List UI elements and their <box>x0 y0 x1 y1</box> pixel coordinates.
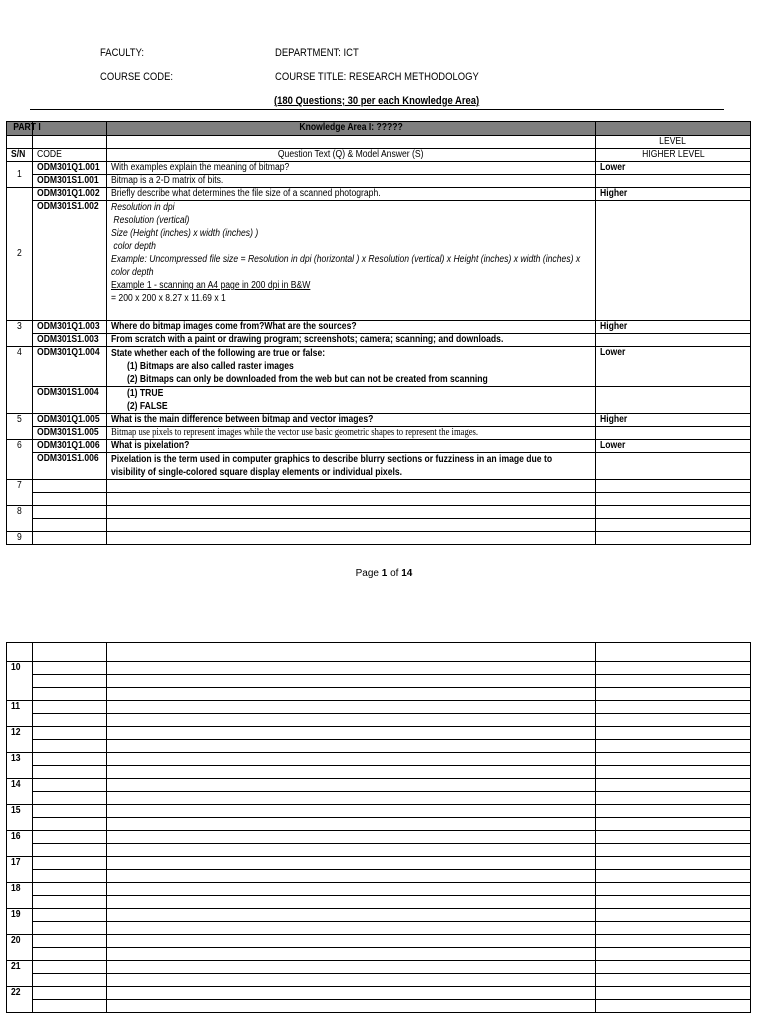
empty-cell <box>33 662 107 675</box>
answer-text: Bitmap is a 2-D matrix of bits. <box>111 175 224 186</box>
row-sn-label: 19 <box>11 909 21 920</box>
row-sn <box>7 909 33 935</box>
header-divider <box>30 109 724 110</box>
table-row <box>7 740 751 753</box>
level-value: Higher <box>600 321 628 332</box>
empty-cell <box>33 688 107 701</box>
empty-cell <box>596 831 751 844</box>
row-sn <box>7 883 33 909</box>
table-row <box>7 896 751 909</box>
page-total: 14 <box>401 568 413 579</box>
table-row <box>7 922 751 935</box>
question-text: State whether each of the following are true or false: <box>111 348 326 359</box>
empty-cell <box>33 935 107 948</box>
row-sn-label: 13 <box>11 753 21 764</box>
empty-cell <box>33 1000 107 1013</box>
empty-cell <box>107 844 596 857</box>
table-row <box>7 857 751 870</box>
empty-cell <box>596 792 751 805</box>
question-text: Briefly describe what determines the file size of a scanned photograph. <box>111 188 381 199</box>
table-row <box>7 506 751 519</box>
row-sn <box>7 662 33 701</box>
level-subheader: HIGHER LEVEL <box>641 149 705 160</box>
empty-cell <box>596 870 751 883</box>
row-sn-label: 20 <box>11 935 21 946</box>
row-sn: 7 <box>16 480 22 491</box>
answer-line: Pixelation is the term used in computer graphics to describe blurry sections or fuzziness in an image due to <box>111 454 553 465</box>
row-sn-label: 12 <box>11 727 21 738</box>
code-header: CODE <box>37 149 62 160</box>
answer-code: ODM301S1.004 <box>37 387 99 398</box>
empty-cell <box>596 727 751 740</box>
empty-cell <box>596 922 751 935</box>
answer-line: visibility of single-colored square display elements or individual pixels. <box>111 467 403 478</box>
table-row <box>7 987 751 1000</box>
row-sn-label: 15 <box>11 805 21 816</box>
level-value: Higher <box>600 188 628 199</box>
of-word: of <box>390 568 399 579</box>
table-row <box>7 440 751 453</box>
empty-cell <box>596 909 751 922</box>
empty-cell <box>33 974 107 987</box>
question-code: ODM301Q1.003 <box>37 321 100 332</box>
answer-line: Resolution (vertical) <box>111 215 190 226</box>
answer-code: ODM301S1.003 <box>37 334 99 345</box>
table-row <box>7 753 751 766</box>
empty-cell <box>33 792 107 805</box>
row-sn-label: 17 <box>11 857 21 868</box>
empty-cell <box>107 740 596 753</box>
empty-cell <box>33 987 107 1000</box>
table-row <box>7 701 751 714</box>
answer-code: ODM301S1.005 <box>37 427 99 438</box>
question-code: ODM301Q1.004 <box>37 347 100 358</box>
answer-code: ODM301S1.001 <box>37 175 99 186</box>
empty-cell <box>33 714 107 727</box>
empty-cell <box>33 701 107 714</box>
empty-cell <box>596 714 751 727</box>
empty-cell <box>33 948 107 961</box>
row-sn-label: 16 <box>11 831 21 842</box>
empty-cell <box>596 740 751 753</box>
empty-cell <box>107 818 596 831</box>
table-row <box>7 162 751 175</box>
empty-cell <box>596 805 751 818</box>
empty-cell <box>596 675 751 688</box>
course-title-label: COURSE TITLE: RESEARCH METHODOLOGY <box>275 71 479 83</box>
row-sn <box>7 831 33 857</box>
empty-cell <box>33 870 107 883</box>
table-row <box>7 201 751 321</box>
empty-cell <box>596 857 751 870</box>
table-row <box>7 792 751 805</box>
answer-line: Size (Height (inches) x width (inches) ) <box>111 228 259 239</box>
row-sn-label: 10 <box>11 662 21 673</box>
question-table <box>6 121 751 545</box>
table-row <box>7 532 751 545</box>
empty-cell <box>107 675 596 688</box>
answer-line: color depth <box>111 267 154 278</box>
level-value: Higher <box>600 414 628 425</box>
empty-cell <box>33 909 107 922</box>
table-row <box>7 883 751 896</box>
empty-cell <box>596 948 751 961</box>
answer-line: Example 1 - scanning an A4 page in 200 dpi in B&W <box>111 280 311 291</box>
row-sn-label: 22 <box>11 987 21 998</box>
empty-cell <box>107 909 596 922</box>
sn-header: S/N <box>11 149 26 160</box>
empty-cell <box>33 766 107 779</box>
table-row <box>7 427 751 440</box>
empty-cell <box>107 701 596 714</box>
answer-item: (1) TRUE <box>127 388 164 399</box>
empty-cell <box>107 643 596 662</box>
empty-cell <box>33 831 107 844</box>
empty-cell <box>33 675 107 688</box>
course-code-label: COURSE CODE: <box>100 71 174 83</box>
answer-line: = 200 x 200 x 8.27 x 11.69 x 1 <box>111 293 226 304</box>
answer-line: Example: Uncompressed file size = Resolution in dpi (horizontal ) x Resolution (vertical) x Height (inches) x width (inches) x <box>111 254 581 265</box>
row-sn <box>7 779 33 805</box>
row-sn: 2 <box>16 248 22 259</box>
question-code: ODM301Q1.005 <box>37 414 100 425</box>
empty-cell <box>107 987 596 1000</box>
row-sn <box>7 961 33 987</box>
row-sn-label: 11 <box>11 701 21 712</box>
table-row <box>7 961 751 974</box>
table-row <box>7 714 751 727</box>
question-text: What is the main difference between bitmap and vector images? <box>111 414 374 425</box>
empty-cell <box>107 870 596 883</box>
table-row <box>7 688 751 701</box>
question-code: ODM301Q1.006 <box>37 440 100 451</box>
document-subtitle: (180 Questions; 30 per each Knowledge Area) <box>274 95 480 107</box>
empty-cell <box>33 896 107 909</box>
table-row <box>7 974 751 987</box>
table-row <box>7 844 751 857</box>
empty-cell <box>33 753 107 766</box>
row-sn <box>7 987 33 1013</box>
empty-cell <box>596 974 751 987</box>
empty-cell <box>33 740 107 753</box>
row-sn: 4 <box>16 347 22 358</box>
table-row <box>7 948 751 961</box>
table-row <box>7 643 751 662</box>
answer-text: From scratch with a paint or drawing program; screenshots; camera; scanning; and downloads. <box>111 334 504 345</box>
page-current: 1 <box>381 568 388 579</box>
empty-cell <box>107 857 596 870</box>
table-row <box>7 1000 751 1013</box>
table-row <box>7 727 751 740</box>
question-item: (1) Bitmaps are also called raster images <box>127 361 294 372</box>
empty-cell <box>596 779 751 792</box>
empty-cell <box>33 883 107 896</box>
row-sn-label: 14 <box>11 779 21 790</box>
empty-cell <box>107 688 596 701</box>
table-row <box>7 909 751 922</box>
table-row <box>7 675 751 688</box>
answer-line: color depth <box>111 241 156 252</box>
empty-cell <box>596 818 751 831</box>
empty-cell <box>107 1000 596 1013</box>
level-value: Lower <box>600 440 626 451</box>
page-word: Page <box>355 568 379 579</box>
table-title-row <box>7 122 751 136</box>
table-row <box>7 766 751 779</box>
empty-cell <box>107 935 596 948</box>
table-row <box>7 870 751 883</box>
empty-cell <box>596 844 751 857</box>
row-sn <box>7 935 33 961</box>
level-value: Lower <box>600 347 626 358</box>
empty-cell <box>107 766 596 779</box>
question-text: Where do bitmap images come from?What are the sources? <box>111 321 357 332</box>
empty-cell <box>107 792 596 805</box>
empty-cell <box>107 948 596 961</box>
empty-cell <box>107 662 596 675</box>
table-row <box>7 480 751 493</box>
row-sn <box>7 805 33 831</box>
question-header: Question Text (Q) & Model Answer (S) <box>278 149 424 160</box>
empty-cell <box>107 974 596 987</box>
table-row <box>7 321 751 334</box>
table-row <box>7 831 751 844</box>
empty-cell <box>33 961 107 974</box>
level-value: Lower <box>600 162 626 173</box>
answer-line: Resolution in dpi <box>111 202 175 213</box>
table-header-row-1 <box>7 136 751 149</box>
empty-cell <box>33 818 107 831</box>
table-row <box>7 334 751 347</box>
row-sn: 6 <box>16 440 22 451</box>
table-row <box>7 805 751 818</box>
empty-cell <box>107 883 596 896</box>
empty-cell <box>596 961 751 974</box>
empty-cell <box>596 701 751 714</box>
answer-item: (2) FALSE <box>127 401 168 412</box>
answer-code: ODM301S1.002 <box>37 201 99 212</box>
empty-cell <box>107 714 596 727</box>
department-label: DEPARTMENT: ICT <box>275 47 359 59</box>
empty-cell <box>33 922 107 935</box>
question-table-continued <box>6 642 751 1013</box>
row-sn <box>7 857 33 883</box>
table-row <box>7 493 751 506</box>
table-row <box>7 387 751 414</box>
empty-cell <box>33 727 107 740</box>
empty-cell <box>107 896 596 909</box>
table-row <box>7 662 751 675</box>
page-number <box>0 568 768 579</box>
table-row <box>7 519 751 532</box>
empty-cell <box>33 857 107 870</box>
table-header-row-2 <box>7 149 751 162</box>
row-sn <box>7 753 33 779</box>
empty-cell <box>596 688 751 701</box>
empty-cell <box>596 753 751 766</box>
empty-cell <box>596 643 751 662</box>
empty-cell <box>107 727 596 740</box>
table-row <box>7 188 751 201</box>
row-sn: 5 <box>16 414 22 425</box>
table-row <box>7 779 751 792</box>
empty-cell <box>7 643 33 662</box>
table-row <box>7 347 751 387</box>
empty-cell <box>596 935 751 948</box>
row-sn <box>7 727 33 753</box>
table-row <box>7 935 751 948</box>
empty-cell <box>33 779 107 792</box>
row-sn: 3 <box>16 321 22 332</box>
table-row <box>7 453 751 480</box>
question-text: With examples explain the meaning of bitmap? <box>111 162 290 173</box>
table-row <box>7 175 751 188</box>
empty-cell <box>596 883 751 896</box>
empty-cell <box>596 766 751 779</box>
empty-cell <box>107 753 596 766</box>
row-sn-label: 18 <box>11 883 21 894</box>
table-row <box>7 818 751 831</box>
empty-cell <box>596 662 751 675</box>
empty-cell <box>107 805 596 818</box>
question-item: (2) Bitmaps can only be downloaded from the web but can not be created from scanning <box>127 374 488 385</box>
empty-cell <box>33 844 107 857</box>
empty-cell <box>107 922 596 935</box>
empty-cell <box>596 1000 751 1013</box>
question-code: ODM301Q1.001 <box>37 162 100 173</box>
row-sn-label: 21 <box>11 961 21 972</box>
faculty-label: FACULTY: <box>100 47 144 59</box>
part-label: PART I <box>13 122 41 133</box>
answer-code: ODM301S1.006 <box>37 453 99 464</box>
empty-cell <box>107 779 596 792</box>
empty-cell <box>107 961 596 974</box>
row-sn: 8 <box>16 506 22 517</box>
knowledge-area-label: Knowledge Area I: ????? <box>299 122 403 133</box>
empty-cell <box>596 987 751 1000</box>
row-sn <box>7 701 33 727</box>
table-row <box>7 414 751 427</box>
question-text: What is pixelation? <box>111 440 190 451</box>
empty-cell <box>33 805 107 818</box>
empty-cell <box>33 643 107 662</box>
empty-cell <box>596 896 751 909</box>
question-code: ODM301Q1.002 <box>37 188 100 199</box>
answer-text: Bitmap use pixels to represent images while the vector use basic geometric shapes to represent the images. <box>111 427 479 438</box>
empty-cell <box>107 831 596 844</box>
row-sn: 9 <box>16 532 22 543</box>
row-sn: 1 <box>16 168 22 180</box>
level-header: LEVEL <box>659 136 687 147</box>
